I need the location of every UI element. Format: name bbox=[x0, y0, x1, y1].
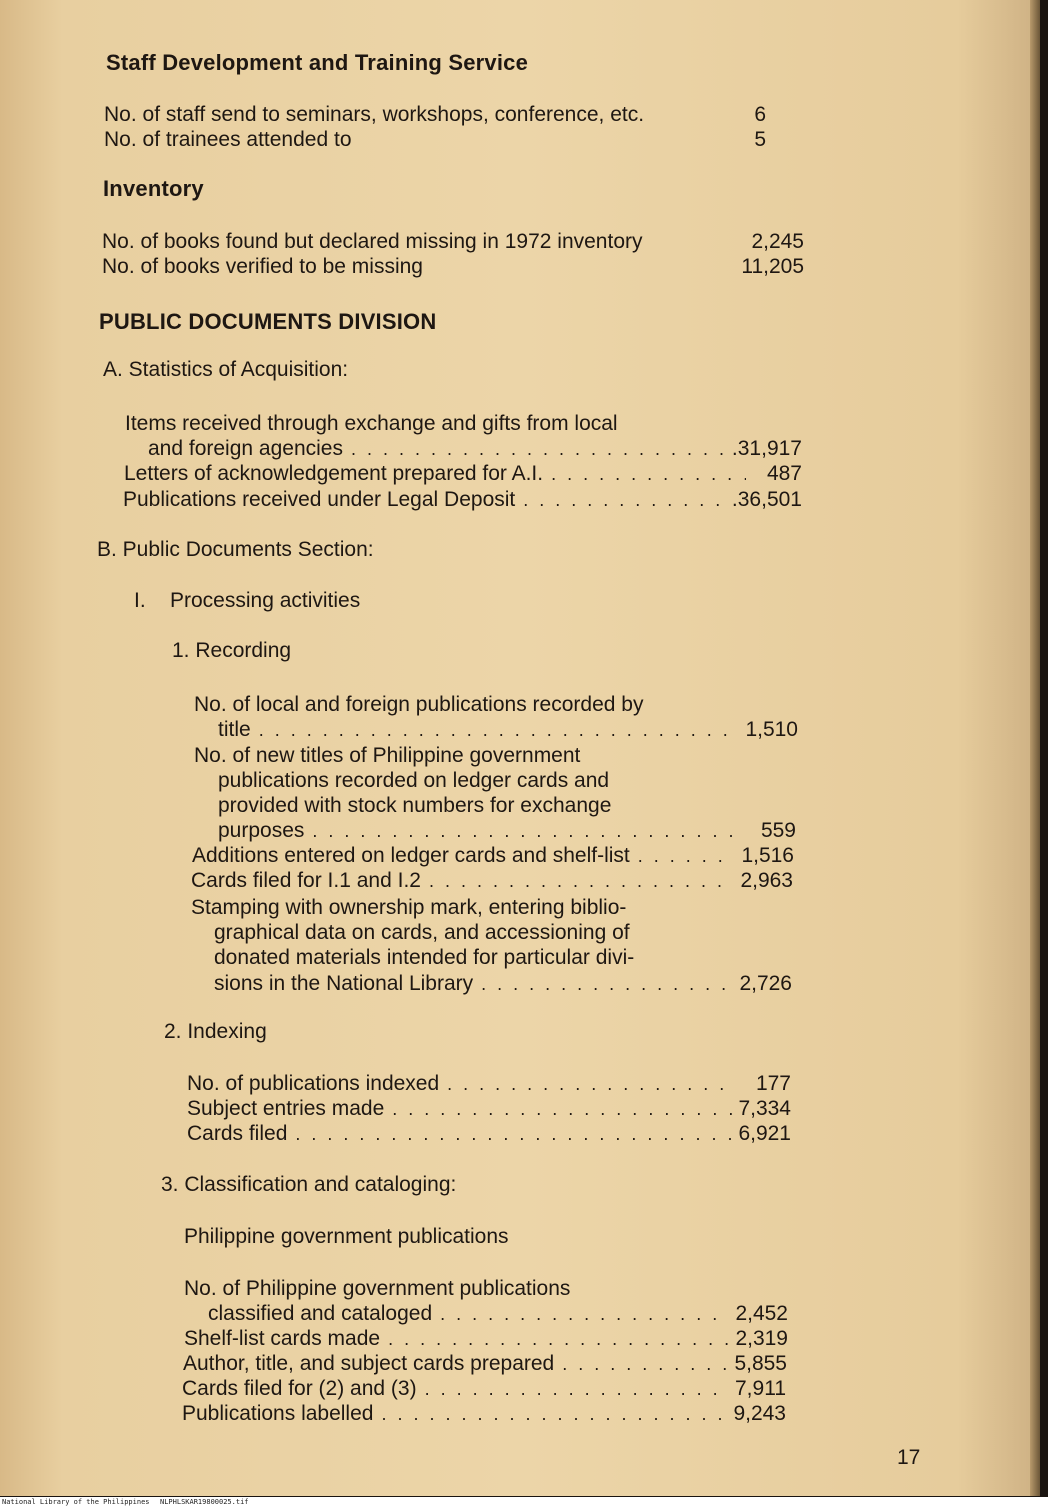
stat-label: Cards filed bbox=[187, 1122, 288, 1145]
stat-value: .36,501 bbox=[731, 488, 802, 511]
recording-heading: 1. Recording bbox=[172, 639, 292, 662]
stat-row bbox=[218, 819, 796, 843]
stat-value: 5,855 bbox=[734, 1352, 787, 1375]
stat-value: 5 bbox=[754, 128, 766, 151]
section-a-heading: A. Statistics of Acquisition: bbox=[103, 358, 349, 381]
stat-label: Items received through exchange and gifts from local bbox=[125, 412, 618, 435]
stat-value: 9,243 bbox=[733, 1402, 786, 1425]
stat-label: Letters of acknowledgement prepared for A.I. bbox=[124, 462, 544, 485]
stat-value: 2,963 bbox=[740, 869, 793, 892]
section-b-heading: B. Public Documents Section: bbox=[97, 538, 374, 561]
stat-row bbox=[123, 488, 802, 512]
footer-filename: NLPHLSKAR19800025.tif bbox=[160, 1498, 249, 1506]
page-number: 17 bbox=[897, 1446, 921, 1469]
stat-row bbox=[214, 972, 792, 996]
stat-label: Publications labelled bbox=[182, 1402, 374, 1425]
stat-label: Additions entered on ledger cards and shelf-list bbox=[192, 844, 630, 867]
stat-label: donated materials intended for particular divi- bbox=[214, 946, 635, 969]
stat-row bbox=[191, 869, 793, 893]
stat-label: Shelf-list cards made bbox=[184, 1327, 381, 1350]
stat-value: 7,334 bbox=[738, 1097, 791, 1120]
stat-row bbox=[183, 1352, 787, 1376]
stat-value: 6 bbox=[754, 103, 766, 126]
staff-heading: Staff Development and Training Service bbox=[106, 50, 529, 75]
stat-label: Cards filed for I.1 and I.2 bbox=[191, 869, 421, 892]
stat-row bbox=[102, 255, 804, 279]
footer-source: National Library of the Philippines bbox=[2, 1498, 150, 1506]
stat-row bbox=[192, 844, 794, 868]
stat-label: classified and cataloged bbox=[208, 1302, 433, 1325]
stat-value: .31,917 bbox=[731, 437, 802, 460]
stat-row bbox=[182, 1377, 786, 1401]
stat-label: No. of new titles of Philippine government bbox=[194, 744, 581, 767]
stat-value: 1,516 bbox=[741, 844, 794, 867]
stat-label: sions in the National Library bbox=[214, 972, 474, 995]
stat-value: 7,911 bbox=[735, 1377, 786, 1400]
stat-row bbox=[187, 1097, 791, 1121]
stat-label: purposes bbox=[218, 819, 305, 842]
stat-row bbox=[102, 230, 804, 254]
stat-label: No. of staff send to seminars, workshops, conference, etc. bbox=[104, 103, 645, 126]
stat-value: 2,319 bbox=[735, 1327, 788, 1350]
stat-label: provided with stock numbers for exchange bbox=[218, 794, 612, 817]
stat-row bbox=[187, 1122, 791, 1146]
stat-label: No. of books found but declared missing in 1972 inventory bbox=[102, 230, 643, 253]
stat-value: 11,205 bbox=[741, 255, 804, 278]
stat-label: No. of publications indexed bbox=[187, 1072, 440, 1095]
stat-label: Cards filed for (2) and (3) bbox=[182, 1377, 417, 1400]
roman-numeral: I. bbox=[134, 589, 146, 612]
stat-label: Publications received under Legal Deposit bbox=[123, 488, 516, 511]
stat-label: title bbox=[218, 718, 251, 741]
stat-row bbox=[184, 1327, 788, 1351]
stat-value: 487 bbox=[766, 462, 802, 485]
stat-value: 2,245 bbox=[751, 230, 804, 253]
stat-value: 6,921 bbox=[738, 1122, 791, 1145]
stat-row bbox=[124, 462, 802, 486]
stat-label: No. of local and foreign publications recorded by bbox=[194, 693, 644, 716]
stat-value: 2,452 bbox=[735, 1302, 788, 1325]
inventory-heading: Inventory bbox=[103, 176, 204, 201]
stat-label: publications recorded on ledger cards and bbox=[218, 769, 610, 792]
stat-row bbox=[208, 1302, 788, 1326]
stat-row bbox=[104, 103, 766, 127]
stat-row bbox=[218, 718, 798, 742]
stat-label: Subject entries made bbox=[187, 1097, 385, 1120]
classification-heading: 3. Classification and cataloging: bbox=[161, 1173, 457, 1196]
processing-heading: Processing activities bbox=[170, 589, 361, 612]
stat-label: graphical data on cards, and accessioning of bbox=[214, 921, 630, 944]
stat-value: 177 bbox=[755, 1072, 791, 1095]
page-edge-shadow bbox=[1030, 0, 1040, 1496]
stat-label: Author, title, and subject cards prepared bbox=[183, 1352, 555, 1375]
stat-label: Stamping with ownership mark, entering biblio- bbox=[191, 896, 627, 919]
stat-value: 559 bbox=[760, 819, 796, 842]
stat-row bbox=[104, 128, 766, 152]
classification-subheading: Philippine government publications bbox=[184, 1225, 509, 1248]
stat-label: No. of trainees attended to bbox=[104, 128, 352, 151]
stat-row bbox=[182, 1402, 786, 1426]
scan-footer bbox=[0, 1497, 1048, 1508]
stat-row bbox=[148, 437, 802, 461]
stat-label: No. of books verified to be missing bbox=[102, 255, 423, 278]
stat-row bbox=[187, 1072, 791, 1096]
stat-label: and foreign agencies bbox=[148, 437, 343, 460]
stat-value: 1,510 bbox=[745, 718, 798, 741]
indexing-heading: 2. Indexing bbox=[164, 1020, 267, 1043]
stat-value: 2,726 bbox=[739, 972, 792, 995]
stat-label: No. of Philippine government publications bbox=[184, 1277, 571, 1300]
division-heading: PUBLIC DOCUMENTS DIVISION bbox=[99, 309, 437, 334]
